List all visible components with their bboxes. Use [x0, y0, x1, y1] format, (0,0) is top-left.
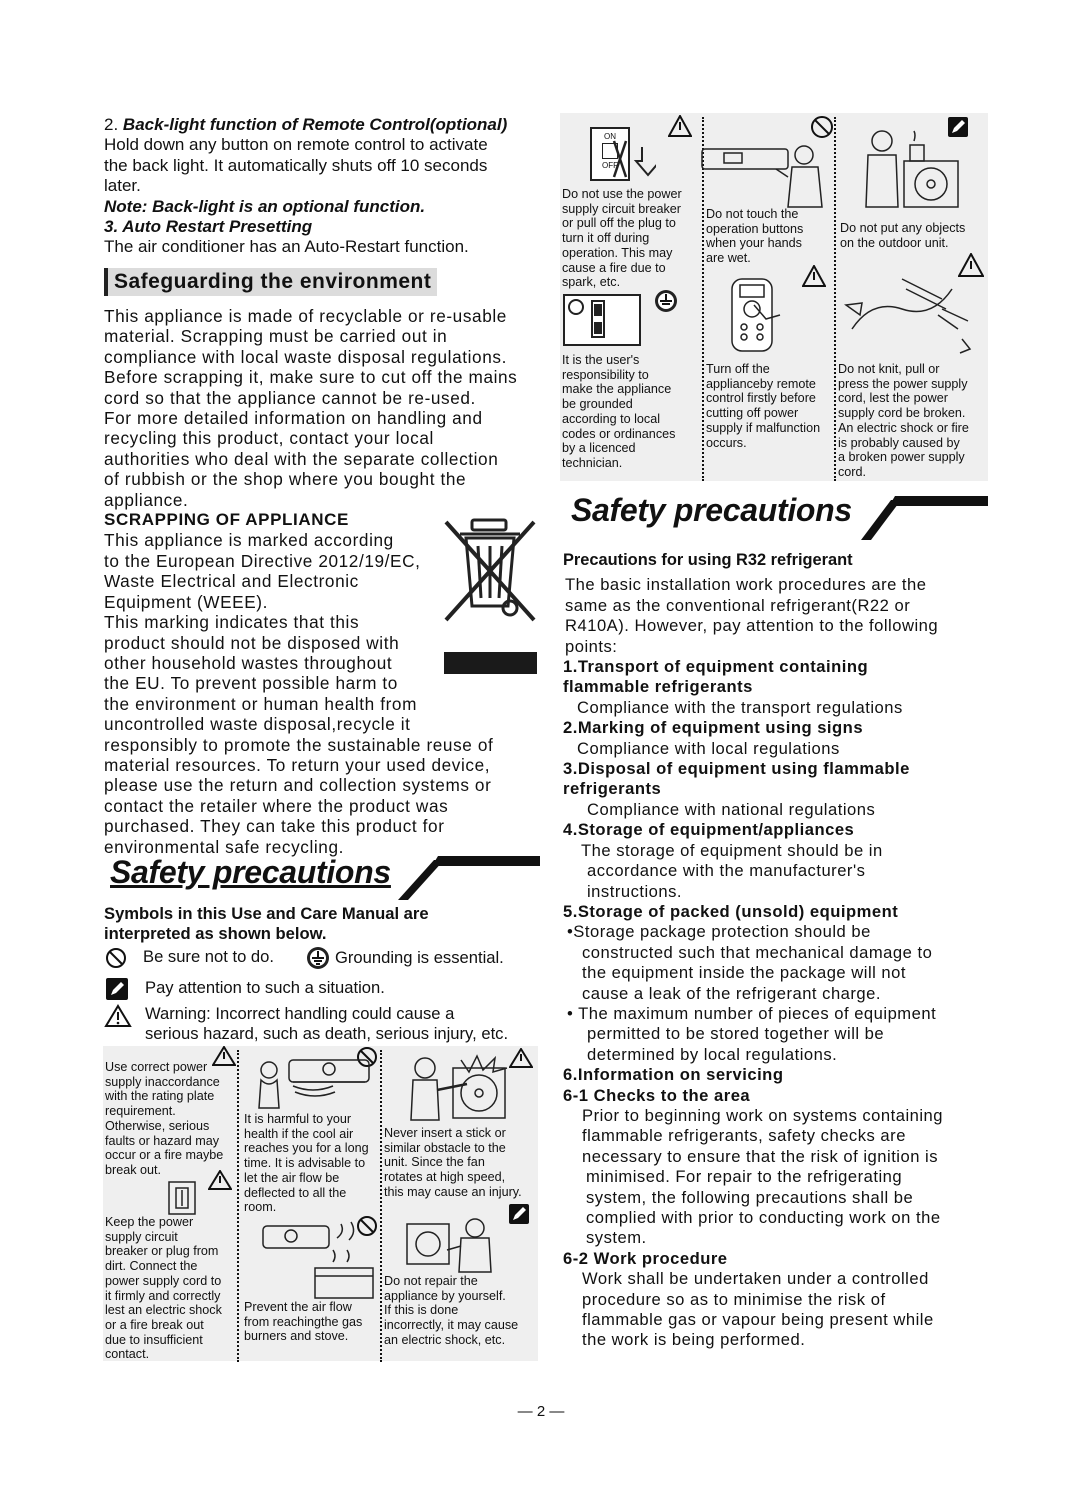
section-heading: 2.Marking of equipment using signs — [563, 718, 864, 738]
section-text: Compliance with national regulations — [587, 799, 876, 819]
remote-control-drawing — [720, 275, 800, 355]
scrap-line: This appliance is marked according — [104, 530, 394, 551]
section-text: Work shall be undertaken under a controlled — [582, 1269, 929, 1289]
caption-line: It is the user's — [562, 353, 640, 367]
section-text: cause a leak of the refrigerant charge. — [582, 983, 881, 1003]
caption-line: Do not touch the — [706, 207, 799, 221]
airflow-stove-drawing — [253, 1218, 377, 1302]
backlight-line: the back light. It automatically shuts off 10 seconds — [104, 155, 488, 175]
backlight-line: later. — [104, 176, 141, 196]
section-text: constructed such that mechanical damage to — [582, 942, 933, 962]
backlight-note: Note: Back-light is an optional function. — [104, 196, 426, 216]
env-line: material. Scrapping must be carried out in — [104, 326, 448, 347]
caption-line: cutting off power — [706, 406, 799, 421]
section-text: accordance with the manufacturer's — [587, 861, 866, 881]
caption-line: supply inaccordance — [105, 1074, 220, 1089]
grounding-icon — [306, 946, 330, 970]
r32-intro-line: The basic installation work procedures are the — [565, 575, 927, 595]
title-slash-bar — [394, 856, 540, 900]
caption-line: similar obstacle to the — [384, 1140, 506, 1155]
symbol-warning-label — [145, 1004, 508, 1045]
scrap-line: material resources. To return your used device, — [104, 754, 491, 775]
section-text: the equipment inside the package will not — [582, 963, 906, 983]
caption-turn-off-remote — [706, 362, 820, 450]
env-line: cord so that the appliance cannot be re-used. — [104, 387, 476, 408]
symbols-heading: Symbols in this Use and Care Manual are — [104, 904, 429, 923]
symbols-heading: interpreted as shown below. — [104, 924, 327, 944]
section-text: Compliance with the transport regulations — [577, 697, 903, 717]
section-text: determined by local regulations. — [587, 1044, 838, 1064]
caption-line: due to insufficient — [105, 1332, 203, 1347]
env-line: appliance. — [104, 489, 189, 510]
warning-line: serious hazard, such as death, serious injury, etc. — [145, 1024, 509, 1044]
env-line: of rubbish or the shop where you bought the — [104, 469, 467, 490]
section-text: • The maximum number of pieces of equipment — [567, 1003, 937, 1023]
caption-line: Do not repair the — [384, 1274, 478, 1288]
caption-prevent-airflow — [244, 1300, 362, 1344]
caption-correct-power — [105, 1060, 223, 1178]
section-text: flammable gas or vapour being present while — [582, 1310, 934, 1330]
symbols-section — [104, 904, 544, 945]
section-text: permitted to be stored together will be — [587, 1024, 885, 1044]
environment-heading — [104, 268, 437, 296]
caption-line: let the air flow be — [244, 1170, 340, 1185]
scrap-line: the EU. To prevent possible harm to — [104, 673, 398, 694]
caption-line: dirt. Connect the — [105, 1259, 198, 1274]
weee-bin-icon — [440, 514, 540, 626]
grounding-icon — [654, 289, 678, 313]
weee-black-bar — [444, 652, 537, 674]
caption-do-not-use-breaker — [562, 187, 682, 290]
section-text: the work is being performed. — [582, 1330, 806, 1350]
caption-line: room. — [244, 1200, 277, 1215]
scrap-line: uncontrolled waste disposal,recycle it — [104, 714, 411, 735]
page-number: — 2 — — [517, 1403, 565, 1420]
backlight-line: Hold down any button on remote control to activate — [104, 135, 488, 155]
attention-icon — [509, 1204, 529, 1224]
attention-icon — [106, 978, 128, 1000]
section-text: complied with prior to conducting work on the — [586, 1208, 941, 1227]
scrapping-heading: SCRAPPING OF APPLIANCE — [104, 510, 349, 530]
section-heading: refrigerants — [563, 779, 662, 799]
r32-intro-line: points: — [565, 636, 618, 656]
env-line: Before scrapping it, make sure to cut off the mains — [104, 367, 518, 388]
caption-line: supply if malfunction — [706, 420, 821, 435]
caption-line: occurs. — [706, 435, 747, 450]
env-line: For more detailed information on handling and — [104, 408, 483, 429]
caption-line: according to local — [562, 411, 661, 426]
ground-socket-drawing — [562, 293, 642, 347]
caption-line: when your hands — [706, 236, 802, 251]
caption-line: It is harmful to your — [244, 1112, 352, 1126]
backlight-title: Back-light function of Remote Control(optional) — [122, 115, 508, 134]
scrap-line: to the European Directive 2012/19/EC, — [104, 550, 421, 571]
section-text: system, the following precautions shall be — [586, 1187, 914, 1207]
caption-line: technician. — [562, 455, 623, 470]
caption-user-grounding — [562, 353, 675, 471]
caption-line: contact. — [105, 1347, 150, 1362]
caption-never-insert-stick — [384, 1126, 522, 1200]
symbol-ground-label: Grounding is essential. — [335, 948, 504, 967]
caption-line: reaches you for a long — [244, 1141, 369, 1156]
caption-line: operation. This may — [562, 245, 673, 260]
caption-line: turn it off during — [562, 231, 650, 246]
r32-intro-line: R410A). However, pay attention to the following — [565, 616, 939, 636]
caption-line: a broken power supply — [838, 450, 965, 465]
switch-on-label: ON — [604, 132, 616, 141]
scrap-line: responsibly to promote the sustainable reuse of — [104, 734, 494, 755]
autorestart-title: 3. Auto Restart Presetting — [104, 217, 313, 237]
r32-section — [563, 550, 988, 1351]
caption-line: supply circuit breaker — [562, 201, 681, 216]
caption-keep-power-clean — [105, 1215, 222, 1362]
environment-heading-text: Safeguarding the environment — [104, 268, 437, 296]
section-text: Prior to beginning work on systems containing — [582, 1105, 944, 1125]
caption-line: Keep the power — [105, 1215, 194, 1229]
symbol-attention-label: Pay attention to such a situation. — [145, 978, 385, 997]
caption-line: cord, lest the power — [838, 391, 948, 406]
caption-line: Do not put any objects — [840, 221, 966, 235]
caption-line: Do not use the power — [562, 187, 682, 201]
prohibited-icon — [810, 115, 834, 139]
caption-line: An electric shock or fire — [838, 420, 969, 435]
section-text: system. — [586, 1228, 647, 1248]
caption-line: supply circuit — [105, 1229, 178, 1244]
caption-line: cause a fire due to — [562, 260, 666, 275]
section-text: Compliance with local regulations — [577, 738, 840, 758]
scrap-line: product should not be disposed with — [104, 632, 400, 653]
section-heading: 3.Disposal of equipment using flammable — [563, 759, 910, 779]
caption-line: control firstly before — [706, 391, 816, 406]
backlight-section — [104, 115, 544, 258]
caption-line: requirement. — [105, 1104, 176, 1119]
caption-line: make the appliance — [562, 382, 672, 397]
right-safety-illustrations — [560, 113, 988, 481]
scrap-line: environmental safe recycling. — [104, 836, 344, 857]
caption-line: Turn off the — [706, 362, 770, 376]
section-text: procedure so as to minimise the risk of — [582, 1289, 886, 1309]
cord-plier-drawing — [842, 269, 982, 359]
caption-line: or pull off the plug to — [562, 216, 676, 231]
caption-line: spark, etc. — [562, 275, 621, 290]
caption-line: Never insert a stick or — [384, 1126, 506, 1140]
section-text: necessary to ensure that the risk of ignition is — [582, 1146, 939, 1166]
caption-line: supply cord be broken. — [838, 406, 966, 421]
scrap-line: please use the return and collection systems or — [104, 775, 492, 796]
caption-line: deflected to all the — [244, 1185, 347, 1200]
caption-line: with the rating plate — [105, 1089, 215, 1104]
caption-line: be grounded — [562, 397, 633, 412]
caption-line: incorrectly, it may cause — [384, 1318, 519, 1333]
backlight-number: 2. — [104, 115, 119, 134]
env-line: This appliance is made of recyclable or re-usable — [104, 306, 507, 326]
warning-icon — [668, 115, 692, 137]
caption-line: time. It is advisable to — [244, 1156, 366, 1171]
caption-line: cord. — [838, 464, 866, 479]
prohibited-icon — [105, 947, 127, 969]
breaker-box-drawing — [167, 1180, 197, 1216]
caption-no-objects — [840, 221, 965, 250]
switch-off-label: OFF — [602, 161, 618, 170]
caption-line: codes or ordinances — [562, 426, 676, 441]
section-heading: 6.Information on servicing — [563, 1065, 784, 1085]
r32-intro-line: same as the conventional refrigerant(R22 or — [565, 595, 911, 615]
warning-icon — [104, 1004, 132, 1028]
caption-line: applianceby remote — [706, 376, 816, 391]
warning-icon — [802, 265, 826, 287]
scrap-line: other household wastes throughout — [104, 652, 393, 673]
caption-line: from reachingthe gas — [244, 1314, 363, 1329]
section-heading: flammable refrigerants — [563, 677, 753, 697]
safety-title-left-text: Safety precautions — [110, 854, 391, 890]
safety-title-right — [563, 490, 988, 540]
caption-line: faults or hazard may — [105, 1133, 220, 1148]
caption-line: If this is done — [384, 1303, 459, 1318]
env-line: recycling this product, contact your local — [104, 428, 434, 449]
env-line: compliance with local waste disposal regulations. — [104, 346, 507, 367]
scrap-line: Waste Electrical and Electronic — [104, 571, 359, 592]
caption-line: operation buttons — [706, 221, 804, 236]
caption-do-not-touch-wet — [706, 207, 803, 266]
section-text: instructions. — [587, 881, 683, 901]
caption-line: on the outdoor unit. — [840, 235, 949, 250]
left-safety-illustrations — [103, 1046, 538, 1361]
scrap-line: the environment or human health from — [104, 693, 417, 714]
caption-line: power supply cord to — [105, 1273, 222, 1288]
objects-on-unit-drawing — [856, 127, 966, 213]
scrap-line: Equipment (WEEE). — [104, 591, 268, 612]
caption-line: health if the cool air — [244, 1126, 354, 1141]
section-heading: 6-2 Work procedure — [563, 1248, 728, 1268]
outdoor-unit-stick-drawing — [403, 1054, 513, 1124]
section-text: The storage of equipment should be in — [581, 840, 883, 860]
caption-do-not-repair — [384, 1274, 518, 1348]
r32-heading: Precautions for using R32 refrigerant — [563, 551, 853, 569]
section-heading: 1.Transport of equipment containing — [563, 657, 869, 677]
caption-do-not-knit-cord — [838, 362, 969, 480]
env-line: authorities who deal with the separate collection — [104, 448, 499, 469]
indoor-unit-person-drawing — [253, 1054, 373, 1112]
section-heading: 5.Storage of packed (unsold) equipment — [563, 901, 899, 921]
scrap-line: This marking indicates that this — [104, 612, 360, 633]
caption-line: are wet. — [706, 251, 751, 266]
caption-line: occur or a fire maybe — [105, 1148, 224, 1163]
scrap-line: contact the retailer where the product was — [104, 795, 449, 816]
caption-line: is probably caused by — [838, 435, 960, 450]
scrap-line: purchased. They can take this product for — [104, 816, 445, 837]
section-text: •Storage package protection should be — [567, 922, 871, 942]
caption-line: press the power supply — [838, 376, 968, 391]
caption-line: Use correct power — [105, 1060, 208, 1074]
caption-line: this may cause an injury. — [384, 1184, 522, 1199]
caption-line: responsibility to — [562, 367, 649, 382]
section-heading: 6-1 Checks to the area — [563, 1085, 751, 1105]
caption-line: by a licenced — [562, 441, 636, 456]
caption-line: appliance by yourself. — [384, 1288, 506, 1303]
symbol-not-do-label: Be sure not to do. — [143, 947, 274, 966]
caption-line: Do not knit, pull or — [838, 362, 940, 376]
repair-person-drawing — [403, 1216, 503, 1274]
title-slash-bar — [861, 496, 988, 540]
caption-line: it firmly and correctly — [105, 1288, 221, 1303]
caption-harmful-air — [244, 1112, 369, 1215]
section-text: minimised. For repair to the refrigerating — [586, 1167, 903, 1187]
caption-line: Otherwise, serious — [105, 1118, 210, 1133]
caption-line: lest an electric shock — [105, 1303, 222, 1318]
caption-line: break out. — [105, 1162, 162, 1177]
autorestart-body: The air conditioner has an Auto-Restart function. — [104, 237, 469, 257]
no-pull-arrow-drawing — [608, 137, 656, 187]
section-heading: 4.Storage of equipment/appliances — [563, 820, 855, 840]
caption-line: or a fire break out — [105, 1317, 204, 1332]
caption-line: an electric shock, etc. — [384, 1332, 506, 1347]
caption-line: breaker or plug from — [105, 1244, 219, 1259]
caption-line: rotates at high speed, — [384, 1170, 506, 1185]
caption-line: burners and stove. — [244, 1329, 349, 1344]
warning-line: Warning: Incorrect handling could cause a — [145, 1004, 455, 1023]
wet-hands-unit-drawing — [700, 143, 830, 213]
section-text: flammable refrigerants, safety checks are — [582, 1126, 906, 1146]
safety-title-right-text: Safety precautions — [571, 492, 852, 528]
caption-line: Prevent the air flow — [244, 1300, 352, 1314]
caption-line: unit. Since the fan — [384, 1155, 485, 1170]
safety-title-left — [104, 852, 540, 900]
